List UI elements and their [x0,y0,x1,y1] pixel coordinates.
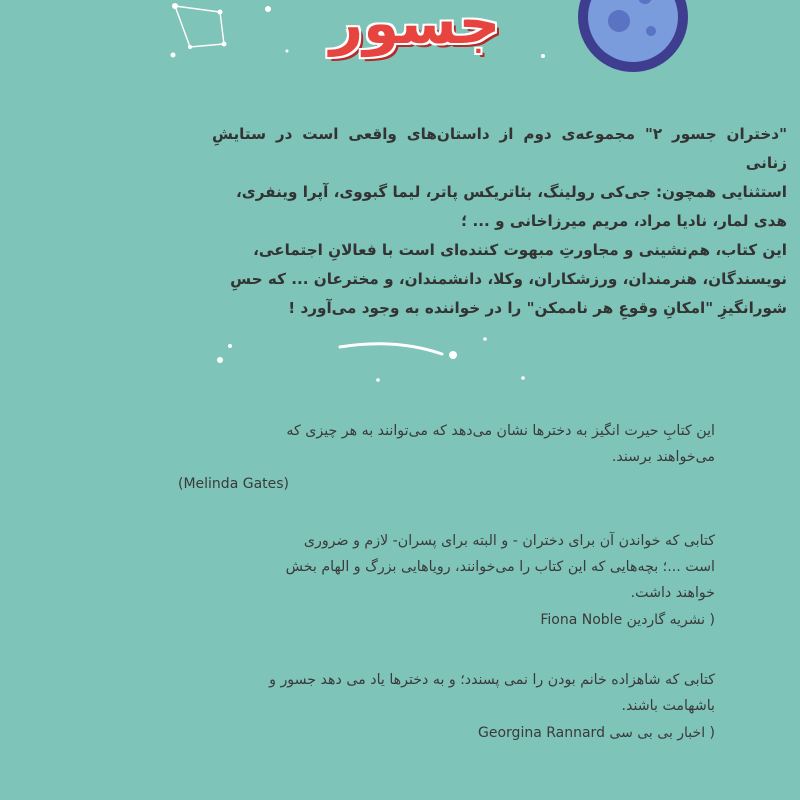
star-icon [171,53,176,58]
star-icon [222,42,227,47]
star-icon [218,10,223,15]
quote-line: می‌خواهند برسند. [611,449,715,465]
quote-line: کتابی که شاهزاده خانم بودن را نمی پسندد؛ و به دخترها یاد می دهد جسور و [269,672,715,688]
quote-line: این کتابِ حیرت انگیز به دخترها نشان می‌دهد که می‌توانند به هر چیزی که [286,423,715,439]
star-icon [188,45,192,49]
quote-source: ( اخبار بی بی سی Georgina Rannard [478,725,715,741]
star-icon [483,337,487,341]
star-icon [265,6,271,12]
quote-line: کتابی که خواندن آن برای دختران - و البته برای پسران- لازم و ضروری [303,533,715,549]
review-quote-melinda-gates [178,418,715,496]
star-icon [541,54,545,58]
intro-line: شورانگیزِ "امکانِ وقوعِ هر ناممکن" را در خواننده به وجود می‌آورد ! [288,299,787,317]
quote-line: خواهند داشت. [630,585,715,601]
star-icon [521,376,525,380]
star-icon [217,357,223,363]
book-logo: جسور [329,0,501,57]
quote-source: ( نشریه گاردین Fiona Noble [540,612,715,628]
intro-line: این کتاب، هم‌نشینی و مجاورتِ مبهوت کننده‌ای است با فعالانِ اجتماعی، [253,241,787,259]
intro-line: استثنایی همچون: جی‌کی رولینگ، بئاتریکس پاتر، لیما گبووی، آپرا وینفری، [236,183,787,201]
review-quote-georgina-rannard [178,667,715,745]
intro-line: نویسندگان، هنرمندان، ورزشکاران، وکلا، دانشمندان، و مخترعان ... که حسِ [230,270,787,288]
star-icon [376,378,380,382]
intro-line: هدی لمار، نادیا مراد، مریم میرزاخانی و ... ؛ [461,212,787,230]
star-icon [449,351,457,359]
shooting-star-trail [340,344,442,354]
quote-line: باشهامت باشند. [621,698,715,714]
star-icon [228,344,232,348]
star-icon [172,3,178,9]
intro-line: "دختران جسور ۲" مجموعه‌ی دوم از داستان‌های واقعی است در ستایشِ زنانی [212,125,787,172]
intro-paragraph [212,120,787,323]
constellation-lines [175,6,224,47]
review-quote-fiona-noble [178,528,715,632]
star-icon [286,50,289,53]
quote-line: است ...؛ بچه‌هایی که این کتاب را می‌خوانند، رویاهایی بزرگ و الهام بخش [285,559,715,575]
quote-source: (Melinda Gates) [178,476,290,492]
